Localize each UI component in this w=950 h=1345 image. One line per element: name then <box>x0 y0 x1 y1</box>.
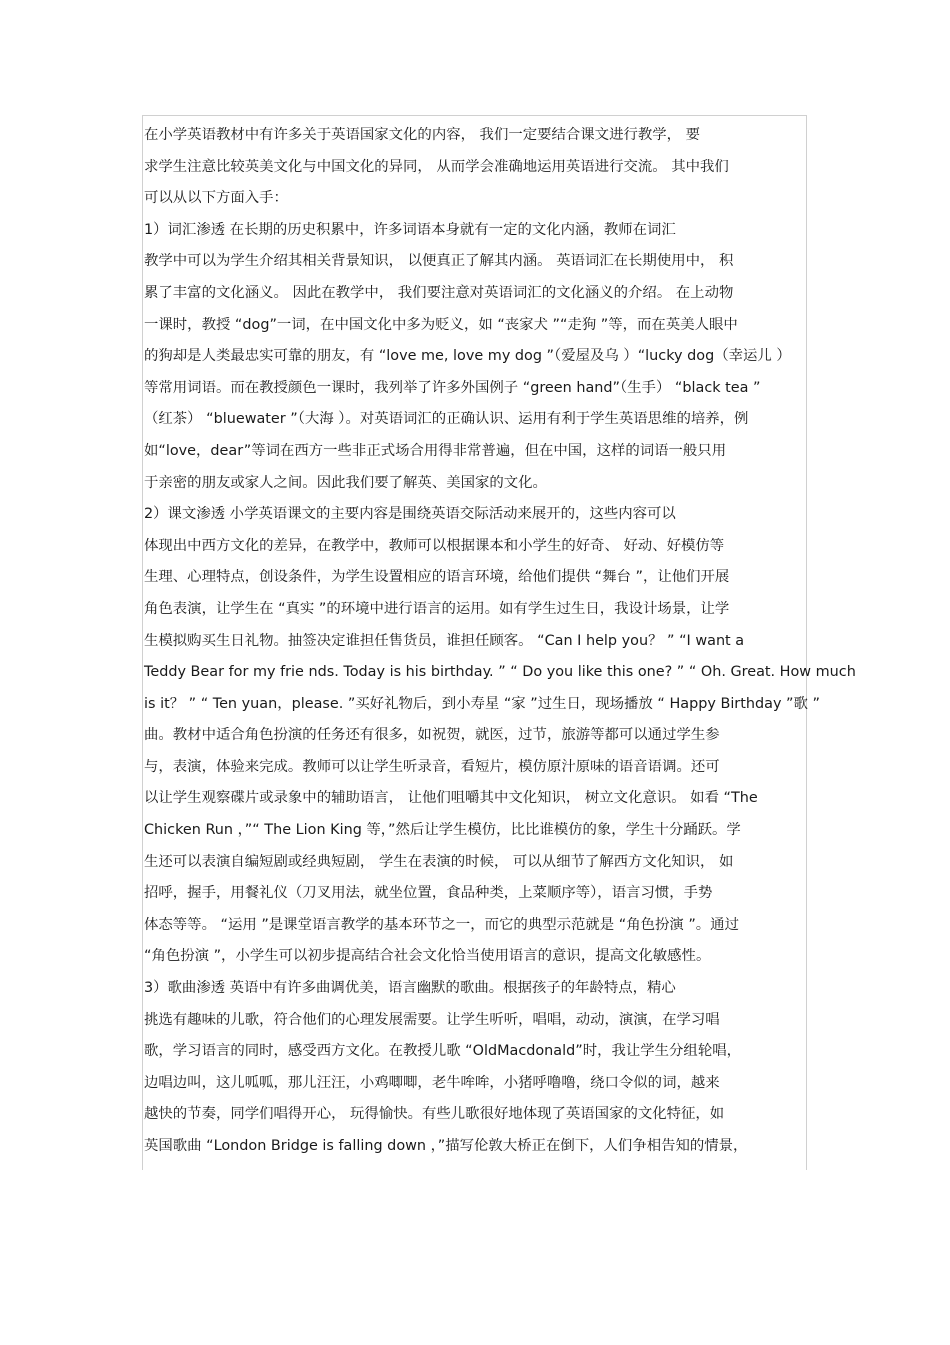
text-line: 的狗却是人类最忠实可靠的朋友，有 “love me, love my dog ”（爱屋及乌 ）“lucky dog（幸运儿 ） <box>144 348 791 365</box>
text-line: 曲。教材中适合角色扮演的任务还有很多，如祝贺，就医，过节，旅游等都可以通过学生参 <box>144 727 720 744</box>
text-line: 越快的节奏，同学们唱得开心， 玩得愉快。有些儿歌很好地体现了英语国家的文化特征，如 <box>144 1106 725 1123</box>
text-line: 1）词汇渗透 在长期的历史积累中，许多词语本身就有一定的文化内涵，教师在词汇 <box>144 221 676 238</box>
text-line: 角色表演，让学生在 “真实 ”的环境中进行语言的运用。如有学生过生日，我设计场景，让学 <box>144 600 730 617</box>
text-line: Teddy Bear for my frie nds. Today is his birthday. ” “ Do you like this one? ” “ Oh. Great. How much <box>144 664 856 681</box>
page-border-top <box>142 115 807 116</box>
text-line: 英国歌曲 “London Bridge is falling down ，”描写伦敦大桥正在倒下，人们争相告知的情景， <box>144 1138 748 1154</box>
text-line: 招呼，握手，用餐礼仪（刀叉用法，就坐位置，食品种类，上菜顺序等），语言习惯，手势 <box>144 885 713 902</box>
text-line: 2）课文渗透 小学英语课文的主要内容是围绕英语交际活动来展开的，这些内容可以 <box>144 506 676 523</box>
text-line: 体现出中西方文化的差异，在教学中，教师可以根据课本和小学生的好奇、 好动、好模仿等 <box>144 537 725 554</box>
text-line: 累了丰富的文化涵义。 因此在教学中， 我们要注意对英语词汇的文化涵义的介绍。 在上动物 <box>144 284 734 301</box>
text-line: “角色扮演 ”，小学生可以初步提高结合社会文化恰当使用语言的意识，提高文化敏感性。 <box>144 948 711 965</box>
text-line: 求学生注意比较英美文化与中国文化的异同， 从而学会准确地运用英语进行交流。 其中我们 <box>144 158 729 175</box>
text-line: is it？ ” “ Ten yuan，please. ”买好礼物后，到小寿星 “家 ”过生日，现场播放 “ Happy Birthday ”歌 ” <box>144 695 820 712</box>
text-line: 挑选有趣味的儿歌，符合他们的心理发展需要。让学生听听，唱唱，动动，演演，在学习唱 <box>144 1011 720 1028</box>
text-line: 生还可以表演自编短剧或经典短剧， 学生在表演的时候， 可以从细节了解西方文化知识， 如 <box>144 853 734 870</box>
text-line: 与，表演，体验来完成。教师可以让学生听录音，看短片，模仿原汁原味的语音语调。还可 <box>144 758 720 775</box>
text-line: 3）歌曲渗透 英语中有许多曲调优美，语言幽默的歌曲。根据孩子的年龄特点，精心 <box>144 980 676 997</box>
document-body <box>144 120 944 1163</box>
text-line: 以让学生观察碟片或录象中的辅助语言， 让他们咀嚼其中文化知识， 树立文化意识。 如看 “The <box>144 790 758 807</box>
text-line: 等常用词语。而在教授颜色一课时，我列举了许多外国例子 “green hand”（生手） “black tea ” <box>144 379 761 396</box>
text-line: Chicken Run ，”“ The Lion King 等，”然后让学生模仿，比比谁模仿的象，学生十分踊跃。学 <box>144 822 741 839</box>
text-line: 一课时，教授 “dog”一词，在中国文化中多为贬义，如 “丧家犬 ”“走狗 ”等，而在英美人眼中 <box>144 316 738 333</box>
text-line: 边唱边叫，这儿呱呱，那儿汪汪，小鸡唧唧，老牛哞哞，小猪呼噜噜，绕口令似的词，越来 <box>144 1074 720 1091</box>
page-border-left <box>142 115 143 1170</box>
text-line: （红茶） “bluewater ”（大海 ）。对英语词汇的正确认识、运用有利于学生英语思维的培养，例 <box>144 411 749 428</box>
text-line: 如“love，dear”等词在西方一些非正式场合用得非常普遍，但在中国，这样的词语一般只用 <box>144 442 727 459</box>
text-line: 教学中可以为学生介绍其相关背景知识， 以便真正了解其内涵。 英语词汇在长期使用中， 积 <box>144 253 734 270</box>
text-line: 于亲密的朋友或家人之间。因此我们要了解英、美国家的文化。 <box>144 474 547 491</box>
text-line: 体态等等。 “运用 ”是课堂语言教学的基本环节之一，而它的典型示范就是 “角色扮演 ”。通过 <box>144 916 739 933</box>
text-line: 生理、心理特点，创设条件，为学生设置相应的语言环境，给他们提供 “舞台 ”，让他们开展 <box>144 569 730 586</box>
text-line: 生模拟购买生日礼物。抽签决定谁担任售货员，谁担任顾客。 “Can I help you？ ” “I want a <box>144 632 745 649</box>
text-line: 在小学英语教材中有许多关于英语国家文化的内容， 我们一定要结合课文进行教学， 要 <box>144 127 700 143</box>
text-line: 可以从以下方面入手： <box>144 190 288 207</box>
text-line: 歌，学习语言的同时，感受西方文化。在教授儿歌 “OldMacdonald”时，我让学生分组轮唱， <box>144 1043 741 1060</box>
